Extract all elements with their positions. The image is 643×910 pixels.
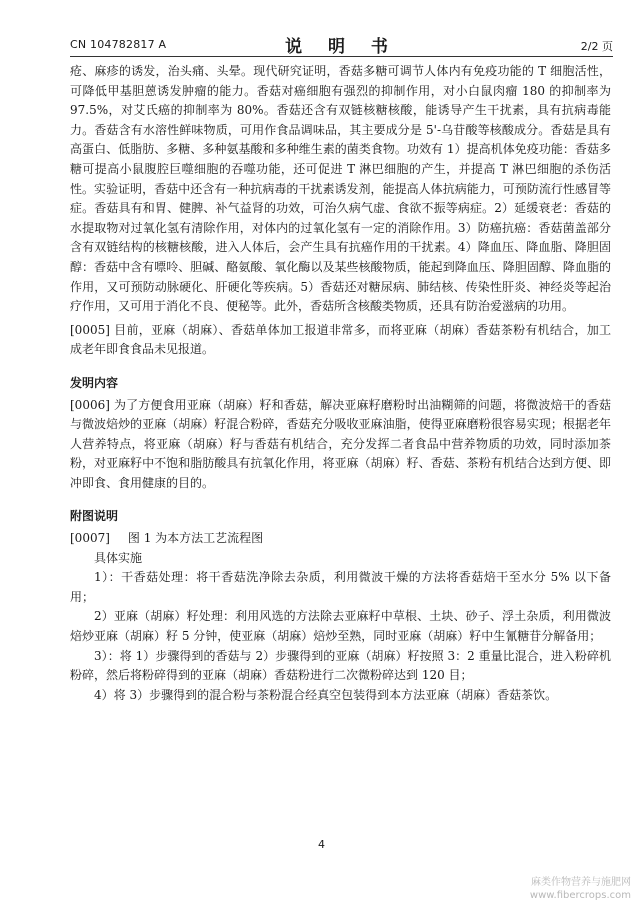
paragraph-0005 (70, 321, 611, 360)
step-item: 3）：将 1）步骤得到的香菇与 2）步骤得到的亚麻（胡麻）籽按照 3：2 重量比混合，进入粉碎机粉碎，然后将粉碎得到的亚麻（胡麻）香菇粉进行二次微粉碎达到 120 目； (70, 648, 611, 683)
page-indicator: 2/2 页 (580, 40, 613, 53)
document-body (70, 62, 611, 705)
page-number: 4 (318, 838, 325, 851)
embodiment-label: 具体实施 (94, 550, 143, 565)
intro-paragraph: 疮、麻疹的诱发，治头痛、头晕。现代研究证明，香菇多糖可调节人体内有免疫功能的 T 细胞活性，可降低甲基胆蒽诱发肿瘤的能力。香菇对癌细胞有强烈的抑制作用，对小白鼠肉瘤 180 的抑制率为 97.5%，对艾氏癌的抑制率为 80%。香菇还含有双链核糖核酸，能诱导产生干扰素，具有抗病毒能力。香菇含有水溶性鲜味物质，可用作食品调味品，其主要成分是 5'-乌苷酸等核酸成分。香菇是具有高蛋白、低脂肪、多糖、多种氨基酸和多种维生素的菌类食物。功效有 1）提高机体免疫功能：香菇多糖可提高小鼠腹腔巨噬细胞的吞噬功能，还可促进 T 淋巴细胞的产生，并提高 T 淋巴细胞的杀伤活性。实验证明，香菇中还含有一种抗病毒的干扰素诱发剂，能提高人体抗病能力，可预防流行性感冒等症。香菇具有和胃、健脾、补气益肾的功效，可治久病气虚、食欲不振等病症。2）延缓衰老：香菇的水提取物对过氧化氢有清除作用，对体内的过氧化氢有一定的消除作用。3）防癌抗癌：香菇菌盖部分含有双链结构的核糖核酸，进入人体后，会产生具有抗癌作用的干扰素。4）降血压、降血脂、降胆固醇：香菇中含有嘌呤、胆碱、酪氨酸、氧化酶以及某些核酸物质，能起到降血压、降胆固醇、降血脂的作用，又可预防动脉硬化、肝硬化等疾病。5）香菇还对糖尿病、肺结核、传染性肝炎、神经炎等起治疗作用，又可用于消化不良、便秘等。此外，香菇所含核酸类物质，还具有防治爱滋病的功用。 (70, 64, 611, 314)
step-item: 4）将 3）步骤得到的混合粉与茶粉混合经真空包装得到本方法亚麻（胡麻）香菇茶饮。 (94, 687, 558, 702)
paragraph-number: [0006] (70, 397, 110, 412)
paragraph-number: [0007] (70, 531, 110, 546)
watermark-line: 麻类作物营养与施肥网 (531, 877, 631, 888)
watermark-line: www.fibercrops.com (529, 890, 631, 901)
heading-summary: 发明内容 (70, 375, 119, 390)
step-item: 1）：干香菇处理：将干香菇洗净除去杂质，利用微波干燥的方法将香菇焙干至水分 5% 以下备用； (70, 570, 611, 604)
paragraph-number: [0005] (70, 322, 110, 337)
paragraph-text: 目前，亚麻（胡麻）、香菇单体加工报道非常多，而将亚麻（胡麻）香菇茶粉有机结合，加工成老年即食食品未见报道。 (70, 322, 611, 357)
site-watermark (530, 876, 631, 902)
heading-drawings: 附图说明 (70, 509, 119, 524)
paragraph-0007 (70, 529, 611, 549)
page-title: 说 明 书 (285, 37, 398, 57)
page-header (70, 30, 613, 57)
paragraph-text: 为了方便食用亚麻（胡麻）籽和香菇，解决亚麻籽磨粉时出油糊筛的问题，将微波焙干的香菇与微波焙炒的亚麻（胡麻）籽混合粉碎，香菇充分吸收亚麻油脂，使得亚麻磨粉很容易实现；根据老年人营养特点，将亚麻（胡麻）籽与香菇有机结合，充分发挥二者食品中营养物质的功效，同时添加茶粉，对亚麻籽中不饱和脂肪酸具有抗氧化作用，将亚麻（胡麻）籽、香菇、茶粉有机结合达到方便、即冲即食、食用健康的目的。 (70, 397, 611, 490)
step-item: 2）亚麻（胡麻）籽处理：利用风选的方法除去亚麻籽中草根、土块、砂子、浮土杂质，利用微波焙炒亚麻（胡麻）籽 5 分钟，使亚麻（胡麻）焙炒至熟，同时亚麻（胡麻）籽中生氰糖苷分解备用； (70, 609, 611, 644)
paragraph-0006 (70, 396, 611, 494)
paragraph-text: 图 1 为本方法工艺流程图 (127, 531, 264, 546)
document-number: CN 104782817 A (70, 38, 167, 51)
